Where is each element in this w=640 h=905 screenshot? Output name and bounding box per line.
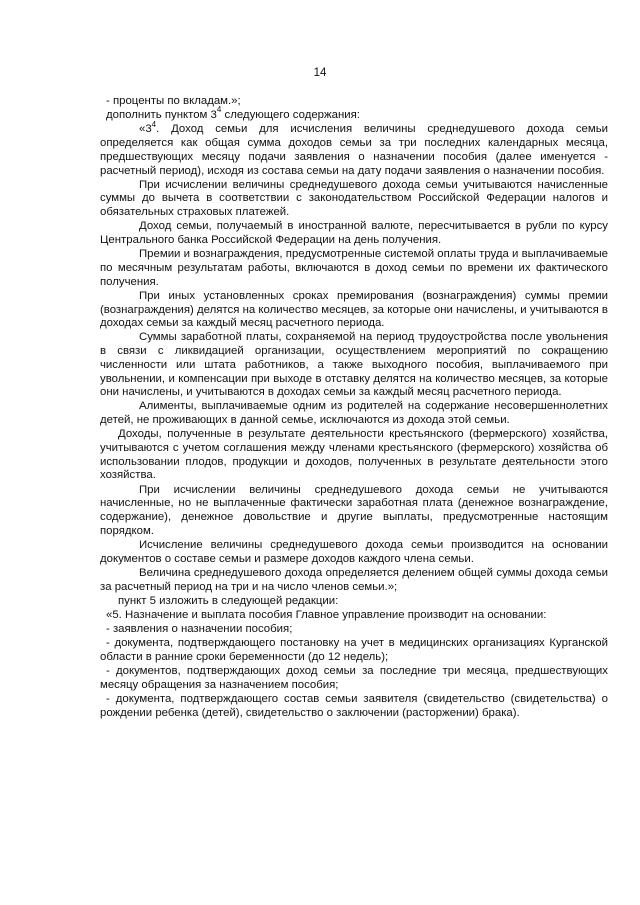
paragraph-p13 xyxy=(100,567,608,594)
paragraph-text: Исчисление величины среднедушевого дохода семьи производится на основании документов о составе семьи и размере доходов каждого члена семьи. xyxy=(100,539,608,565)
paragraph-p12 xyxy=(100,539,608,566)
paragraph-p15 xyxy=(100,609,608,623)
paragraph-p16 xyxy=(100,623,608,637)
paragraph-text: - документов, подтверждающих доход семьи за последние три месяца, предшествующих месяцу обращения за назначением пособия; xyxy=(100,665,608,692)
paragraph-text: «5. Назначение и выплата пособия Главное управление производит на основании: xyxy=(106,609,547,622)
paragraph-p8 xyxy=(100,331,608,400)
paragraph-text: пункт 5 изложить в следующей редакции: xyxy=(118,594,339,607)
document-body xyxy=(100,95,608,721)
paragraph-text: . Доход семьи для исчисления величины среднедушевого дохода семьи определяется как общая сумма доходов семьи за три последних календарных месяца, предшествующих месяцу подачи заявления о назначении пособия (далее именуется - расчетный период), исходя из состава семьи на дату подачи заявления о назначении пособия. xyxy=(100,123,608,177)
paragraph-text: следующего содержания: xyxy=(221,109,360,122)
paragraph-text: - проценты по вкладам.»; xyxy=(106,95,241,107)
paragraph-p14 xyxy=(100,595,608,609)
paragraph-p9 xyxy=(100,400,608,427)
superscript: 4 xyxy=(216,105,222,115)
paragraph-p4 xyxy=(100,179,608,220)
superscript: 4 xyxy=(151,119,157,129)
paragraph-p7 xyxy=(100,290,608,331)
paragraph-text: Доходы, полученные в результате деятельности крестьянского (фермерского) хозяйства, учитываются с учетом соглашения между членами крестьянского (фермерского) хозяйства об использовании плодов, продукции и доходов, полученных в результате деятельности этого хозяйства. xyxy=(100,428,608,482)
paragraph-text: Алименты, выплачиваемые одним из родителей на содержание несовершеннолетних детей, не проживающих в данной семье, исключаются из дохода этой семьи. xyxy=(100,400,608,427)
paragraph-p6 xyxy=(100,248,608,289)
page-number: 14 xyxy=(313,67,327,79)
paragraph-p10 xyxy=(100,428,608,483)
paragraph-text: - документа, подтверждающего постановку на учет в медицинских организациях Курганской области в ранние сроки беременности (до 12 недель); xyxy=(100,637,608,664)
paragraph-p1 xyxy=(100,95,608,109)
paragraph-text: При исчислении величины среднедушевого дохода семьи учитываются начисленные суммы до вычета в соответствии с законодательством Российской Федерации налогов и обязательных страховых платежей. xyxy=(100,178,608,219)
paragraph-text: Суммы заработной платы, сохраняемой на период трудоустройства после увольнения в связи с ликвидацией организации, осуществлением мероприятий по сокращению численности или штата работников, а также выходного пособия, выплачиваемого при увольнении, и компенсации при выходе в отставку делятся на количество месяцев, за которые они начислены, и учитываются в доходах семьи за каждый месяц расчетного периода. xyxy=(100,331,608,399)
paragraph-p19 xyxy=(100,693,608,720)
paragraph-p2 xyxy=(100,105,608,123)
paragraph-text: «3 xyxy=(139,123,152,136)
paragraph-p11 xyxy=(100,484,608,539)
paragraph-text: дополнить пунктом 3 xyxy=(106,109,217,122)
paragraph-text: Величина среднедушевого дохода определяется делением общей суммы дохода семьи за расчетный период на три и на число членов семьи.»; xyxy=(100,566,608,593)
paragraph-p17 xyxy=(100,637,608,664)
paragraph-text: - заявления о назначении пособия; xyxy=(106,623,293,636)
paragraph-p5 xyxy=(100,220,608,247)
paragraph-text: При исчислении величины среднедушевого дохода семьи не учитываются начисленные, но не выплаченные фактически заработная плата (денежное вознаграждение, содержание), денежное довольствие и другие выплаты, предусмотренные настоящим порядком. xyxy=(100,483,608,537)
paragraph-text: Доход семьи, получаемый в иностранной валюте, пересчитывается в рубли по курсу Центрального банка Российской Федерации на день получения. xyxy=(100,220,608,247)
paragraph-text: При иных установленных сроках премирования (вознаграждения) суммы премии (вознаграждения) делятся на количество месяцев, за которые они начислены, и учитываются в доходах семьи за каждый месяц расчетного периода. xyxy=(100,289,608,330)
paragraph-text: - документа, подтверждающего состав семьи заявителя (свидетельство (свидетельства) о рождении ребенка (детей), свидетельство о заключении (расторжении) брака). xyxy=(100,693,608,719)
paragraph-text: Премии и вознаграждения, предусмотренные системой оплаты труда и выплачиваемые по месячным результатам работы, включаются в доход семьи по времени их фактического получения. xyxy=(100,248,608,288)
paragraph-p18 xyxy=(100,665,608,692)
paragraph-p3 xyxy=(100,119,608,178)
